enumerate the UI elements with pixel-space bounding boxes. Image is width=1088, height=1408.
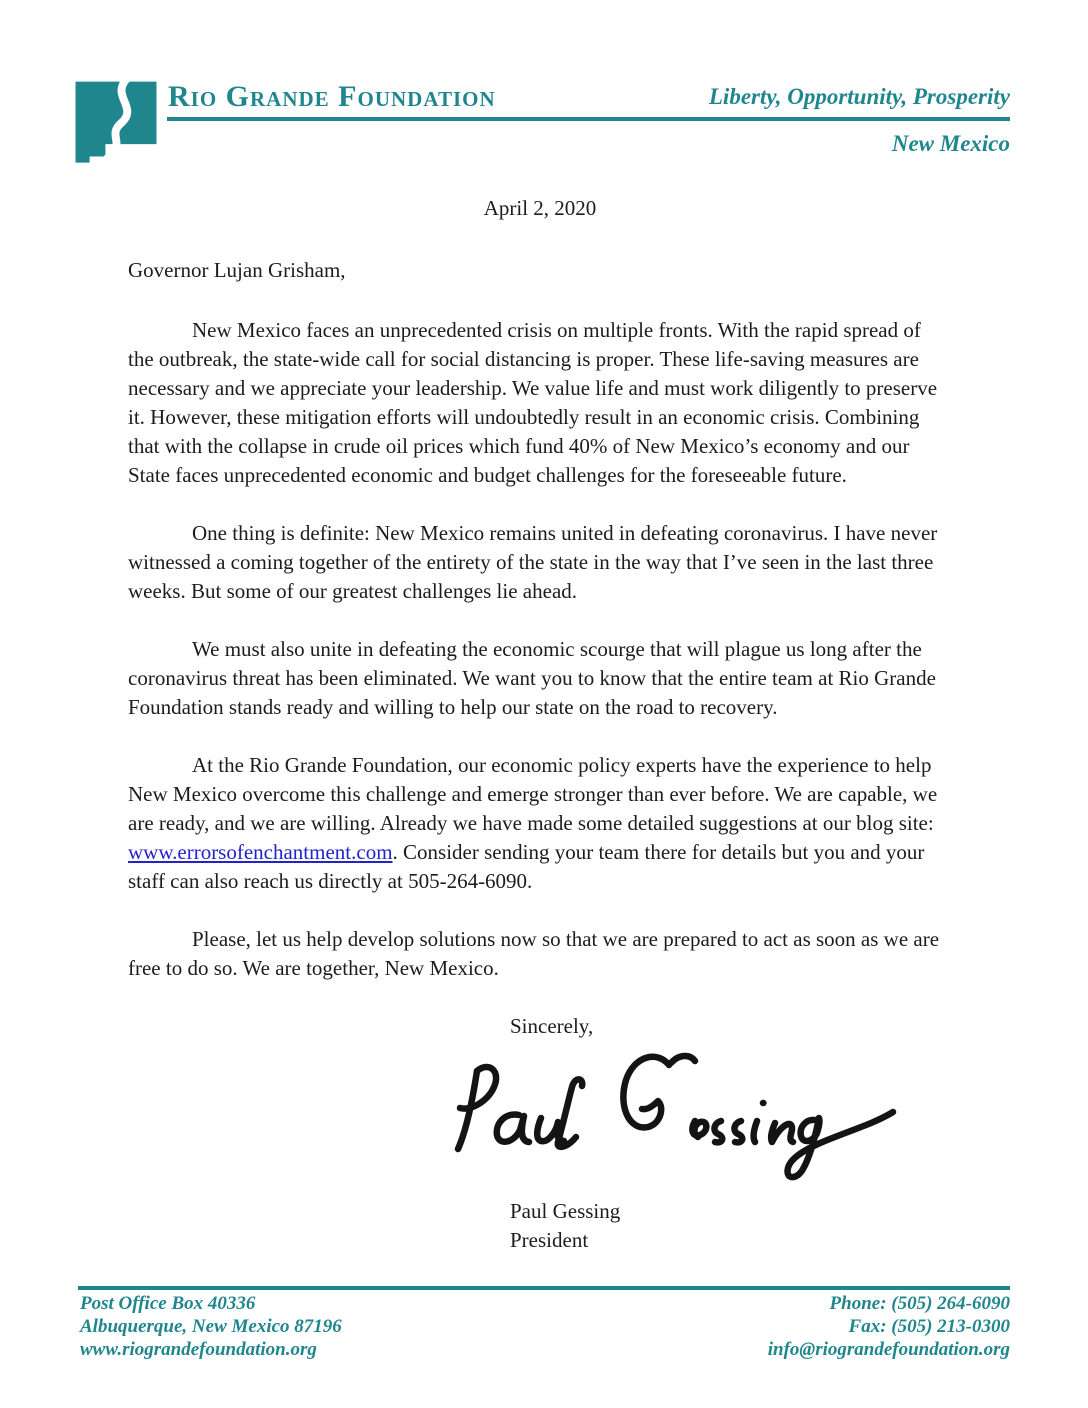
letter-line: At the Rio Grande Foundation, our economic policy experts have the experience to help (192, 753, 932, 777)
footer-website: www.riograndefoundation.org (80, 1339, 317, 1360)
letter-line: are ready, and we are willing. Already we have made some detailed suggestions at our blog site: (128, 811, 934, 835)
letter-paragraphs (128, 316, 952, 983)
letter-line: One thing is definite: New Mexico remains united in defeating coronavirus. I have never (192, 521, 938, 545)
footer-fax: Fax: (505) 213-0300 (848, 1316, 1010, 1337)
letter-paragraph (128, 751, 952, 896)
letter-line: the outbreak, the state-wide call for social distancing is proper. These life-saving measures are (128, 347, 919, 371)
letter-paragraph (128, 635, 952, 722)
blog-link[interactable]: www.errorsofenchantment.com (128, 840, 393, 864)
letter-paragraph (128, 519, 952, 606)
footer-city: Albuquerque, New Mexico 87196 (80, 1316, 342, 1337)
footer-email: info@riograndefoundation.org (767, 1339, 1010, 1360)
letter-line: weeks. But some of our greatest challenges lie ahead. (128, 579, 578, 603)
letter-body (128, 194, 952, 1255)
footer-contact (768, 1292, 1010, 1361)
letter-line: www.errorsofenchantment.com. Consider sending your team there for details but you and your (128, 840, 925, 864)
letter-line: New Mexico overcome this challenge and emerge stronger than ever before. We are capable, we (128, 782, 938, 806)
letter-paragraph (128, 925, 952, 983)
rio-grande-foundation-logo-icon (72, 78, 160, 168)
footer-address (80, 1292, 342, 1361)
letter-salutation: Governor Lujan Grisham, (128, 258, 346, 282)
letter-date: April 2, 2020 (483, 196, 597, 220)
org-region: New Mexico (891, 131, 1010, 156)
letter-line: Foundation stands ready and willing to help our state on the road to recovery. (128, 695, 778, 719)
footer-divider (78, 1286, 1010, 1290)
letter-line: staff can also reach us directly at 505-264-6090. (128, 869, 533, 893)
letter-line: We must also unite in defeating the economic scourge that will plague us long after the (192, 637, 922, 661)
letter-line: coronavirus threat has been eliminated. We want you to know that the entire team at Rio Grande (128, 666, 936, 690)
letter-line: it. However, these mitigation efforts will undoubtedly result in an economic crisis. Combining (128, 405, 920, 429)
letter-line: that with the collapse in crude oil prices which fund 40% of New Mexico’s economy and our (128, 434, 910, 458)
letter-line: witnessed a coming together of the entirety of the state in the way that I’ve seen in the last three (128, 550, 934, 574)
letter-line: Please, let us help develop solutions now so that we are prepared to act as soon as we are (192, 927, 940, 951)
letter-paragraph (128, 316, 952, 490)
letter-line: State faces unprecedented economic and budget challenges for the foreseeable future. (128, 463, 847, 487)
org-tagline: Liberty, Opportunity, Prosperity (708, 84, 1010, 109)
signer-name: Paul Gessing (510, 1199, 621, 1223)
letter-line: free to do so. We are together, New Mexico. (128, 956, 499, 980)
footer-po-box: Post Office Box 40336 (80, 1293, 256, 1314)
signature-image (433, 1043, 903, 1191)
footer-phone: Phone: (505) 264-6090 (829, 1293, 1010, 1314)
letter-line: necessary and we appreciate your leadership. We value life and must work diligently to preserve (128, 376, 938, 400)
org-name: Rio Grande Foundation (168, 80, 496, 113)
letter-line: New Mexico faces an unprecedented crisis on multiple fronts. With the rapid spread of (192, 318, 921, 342)
signer-title: President (510, 1228, 589, 1252)
letter-closing: Sincerely, (510, 1014, 594, 1038)
header-divider (167, 117, 1010, 121)
